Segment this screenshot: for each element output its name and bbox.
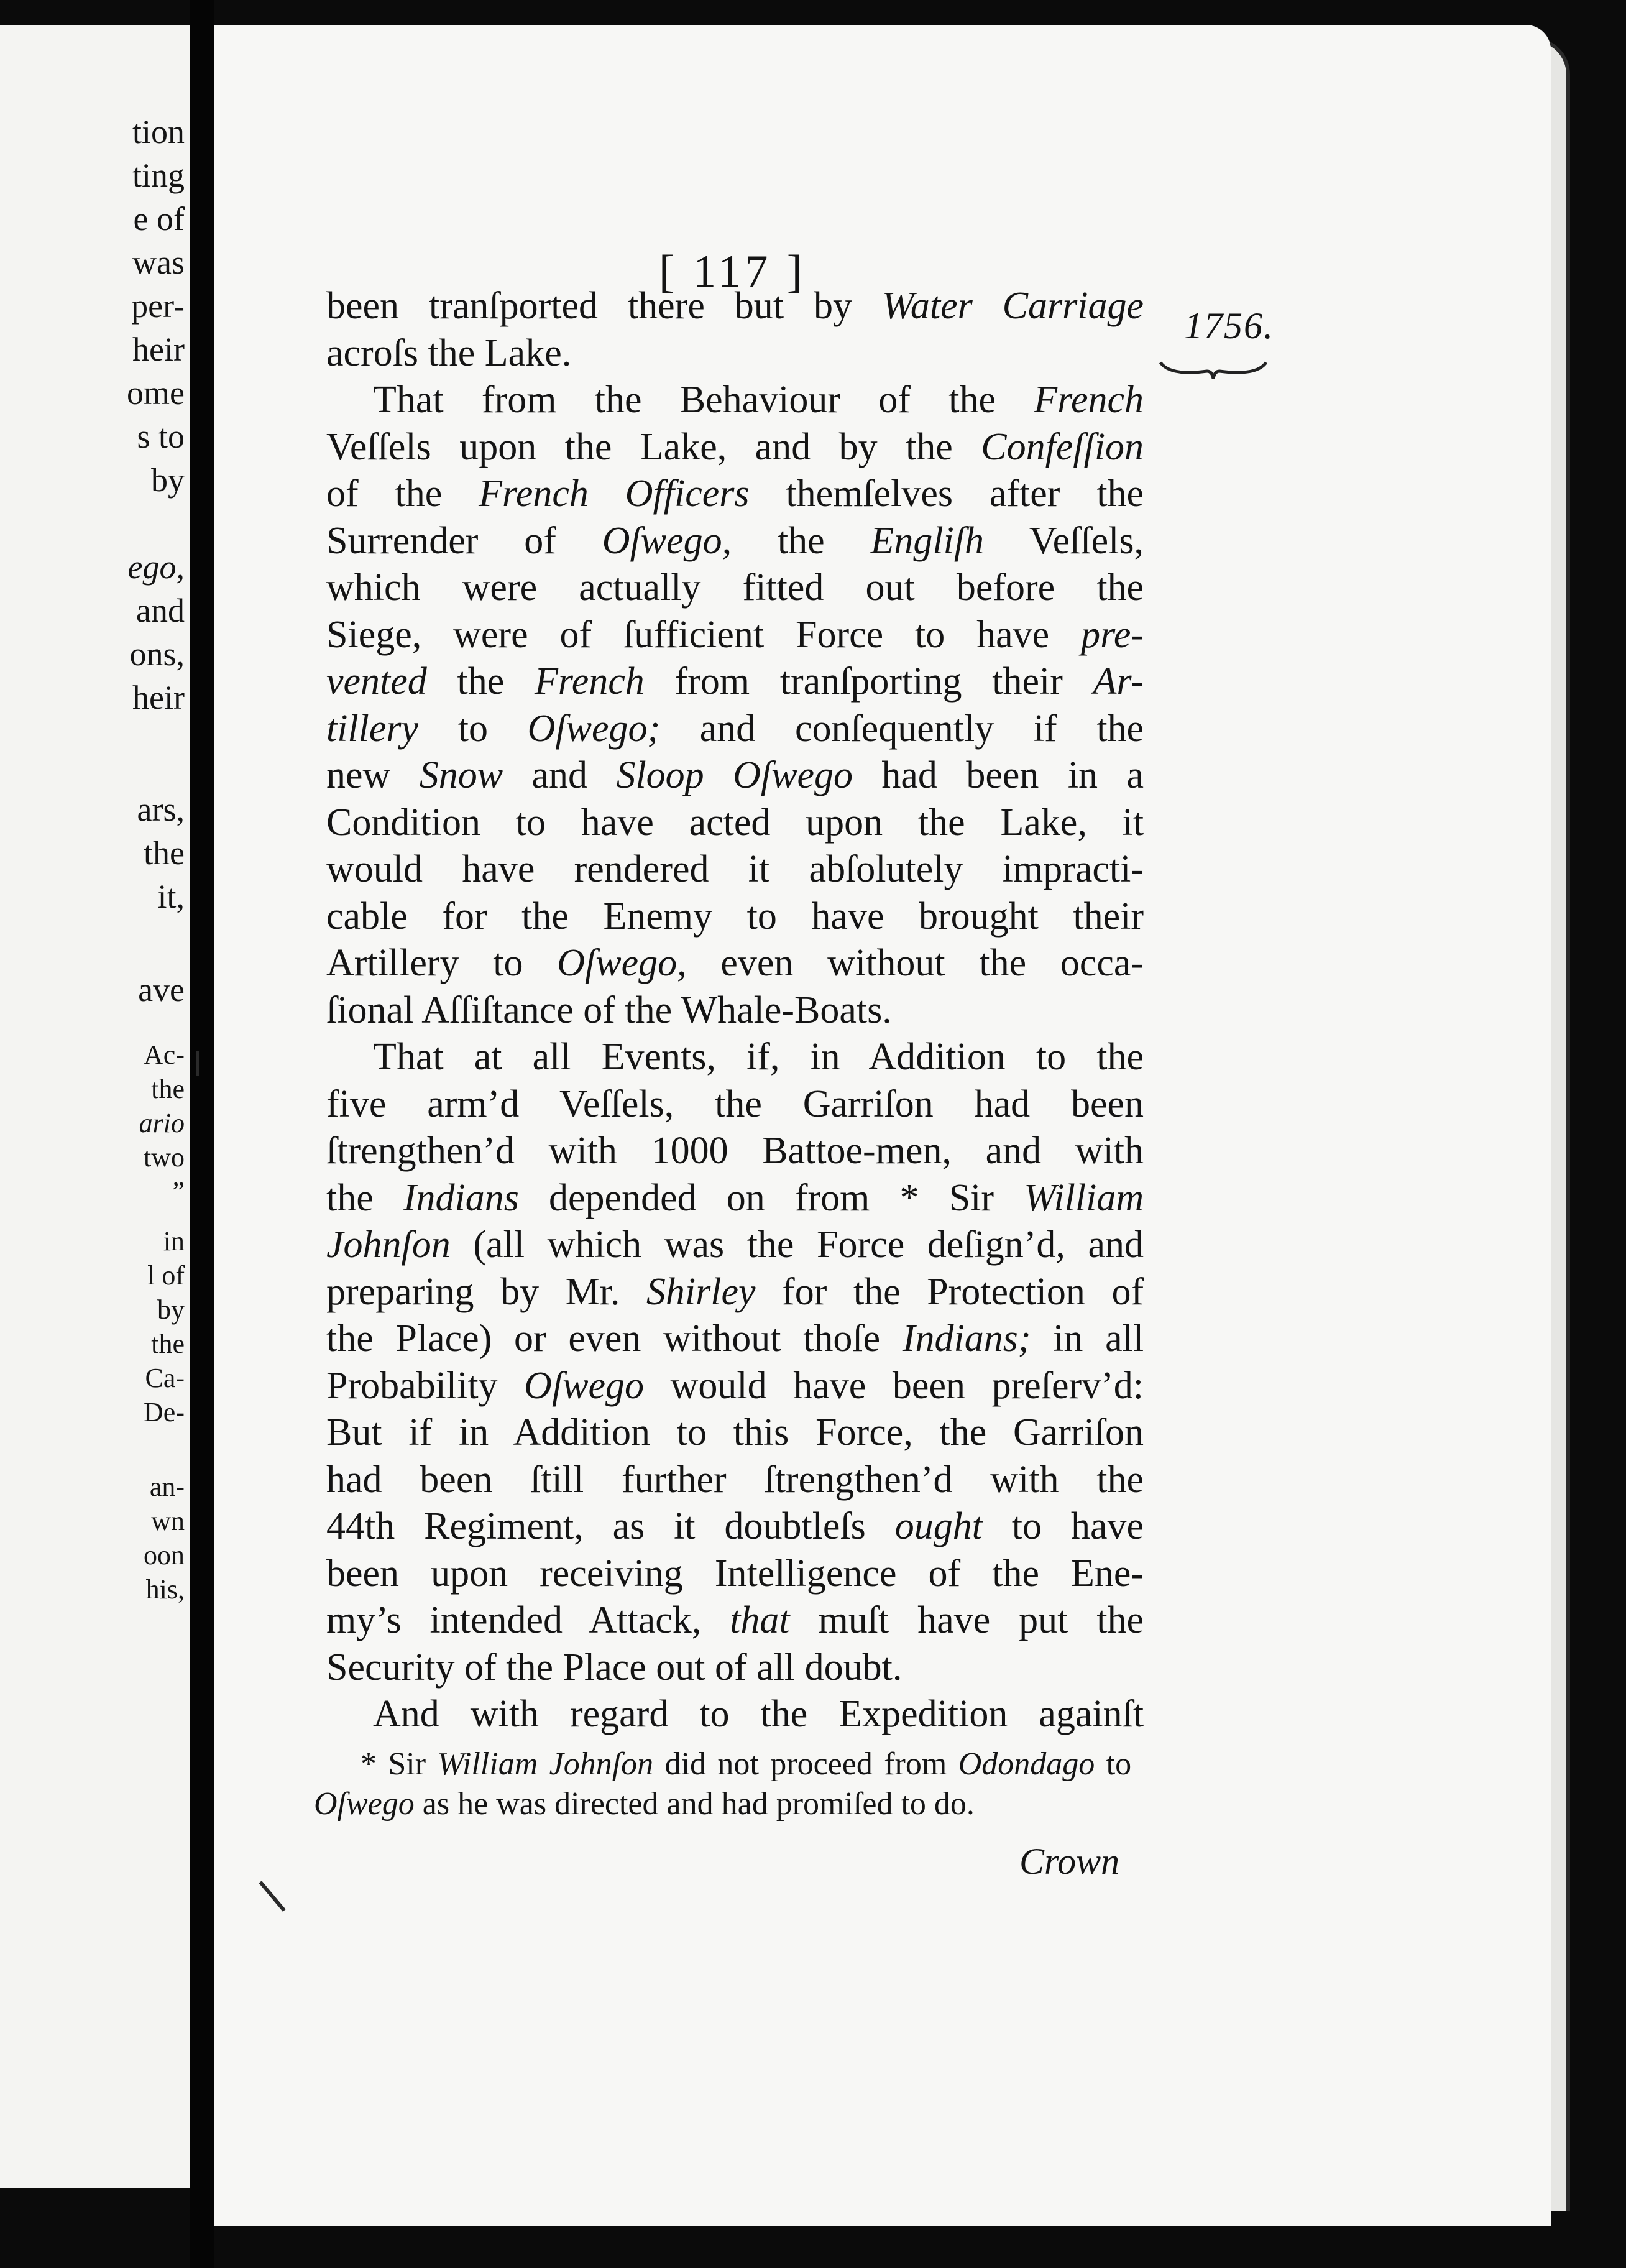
body-line: acroſs the Lake. [326,331,572,374]
left-page-fragment: ons, [129,635,185,673]
body-line: Veſſels upon the Lake, and by the Confeſſion [326,425,1144,468]
body-line: Security of the Place out of all doubt. [326,1646,903,1689]
body-line: Surrender of Oſwego, the Engliſh Veſſels, [326,519,1144,562]
footnote [314,1745,1131,1824]
left-page-fragment: ome [127,374,185,412]
body-line: That from the Behaviour of the French [373,379,1144,421]
body-line: vented the French from tranſporting their Ar- [326,660,1144,703]
body-line: would have rendered it abſolutely impracti- [326,848,1144,890]
body-line: had been ſtill further ſtrengthen’d with the [326,1458,1144,1501]
body-line: Artillery to Oſwego, even without the occa- [326,942,1144,984]
page-number-header: [ 117 ] [659,246,806,297]
body-line: Probability Oſwego would have been preſerv’d: [326,1364,1144,1407]
body-line: ſional Aſſiſtance of the Whale-Boats. [326,989,892,1031]
left-page-fragment: in [163,1226,185,1256]
body-line: Johnſon (all which was the Force deſign’d, and [326,1224,1144,1266]
left-page-fragment: l of [147,1260,185,1291]
left-page-fragment: two [144,1142,185,1173]
stray-mark [196,1051,199,1076]
left-page-fragment: the [144,834,185,872]
left-page-fragment: and [136,592,185,629]
footnote-line: Oſwego as he was directed and had promiſed to do. [314,1786,975,1822]
body-line: been tranſported there but by Water Carriage [326,285,1144,327]
body-line: my’s intended Attack, that muſt have put the [326,1599,1144,1641]
left-page-fragment: heir [132,679,185,716]
body-line: the Place) or even without thoſe Indians; in all [326,1317,1144,1360]
left-page-fragment: Ac- [144,1040,185,1070]
left-page-fragment: an- [149,1472,185,1502]
previous-page-strip [0,25,190,2188]
left-page-fragment: his, [145,1574,185,1605]
left-page-fragment: wn [151,1506,185,1536]
body-line: 44th Regiment, as it doubtleſs ought to have [326,1505,1144,1547]
left-page-fragment: the [151,1074,185,1104]
catchword: Crown [1019,1841,1120,1882]
left-page-fragment: tion [132,113,185,150]
body-line: But if in Addition to this Force, the Garriſon [326,1411,1144,1454]
body-line: been upon receiving Intelligence of the Ene- [326,1552,1144,1595]
body-line: ſtrengthen’d with 1000 Battoe-men, and with [326,1130,1144,1172]
body-line: Condition to have acted upon the Lake, it [326,801,1144,844]
left-page-fragment: heir [132,331,185,368]
body-line: new Snow and Sloop Oſwego had been in a [326,754,1144,796]
left-page-fragment: by [157,1294,185,1325]
body-text [326,283,1144,1738]
book-gutter [190,0,214,2268]
body-line: preparing by Mr. Shirley for the Protection of [326,1270,1144,1313]
left-page-fragment: oon [144,1540,185,1570]
left-page-fragment: De- [144,1397,185,1427]
left-page-fragment: per- [131,287,185,325]
margin-brace [1157,357,1269,382]
body-line: of the French Officers themſelves after the [326,472,1144,515]
body-line: tillery to Oſwego; and conſequently if the [326,707,1144,750]
left-page-fragment: ars, [137,791,185,828]
body-line: which were actually fitted out before the [326,566,1144,609]
footnote-line: * Sir William Johnſon did not proceed from Odondago to [361,1746,1132,1782]
left-page-fragment: e of [133,200,185,237]
margin-year-note: 1756. [1184,305,1274,346]
left-page-fragment: ave [138,971,185,1008]
left-page-fragment: Ca- [145,1363,185,1393]
left-page-fragment: ario [139,1108,185,1138]
body-line: five arm’d Veſſels, the Garriſon had been [326,1082,1144,1125]
left-page-fragment: by [151,461,185,499]
left-page-fragment: s to [137,418,185,455]
left-page-fragment: was [132,244,185,281]
left-page-fragment: ting [132,157,185,194]
left-page-fragment: the [151,1329,185,1359]
left-page-fragment: it, [157,878,185,915]
left-page-fragment: ego, [127,548,185,586]
left-page-fragment: ” [172,1176,185,1207]
body-line: the Indians depended on from * Sir William [326,1176,1144,1219]
body-line: cable for the Enemy to have brought their [326,895,1144,938]
body-line: And with regard to the Expedition againſt [373,1693,1144,1735]
body-line: Siege, were of ſufficient Force to have pre- [326,613,1144,656]
body-line: That at all Events, if, in Addition to the [373,1036,1144,1078]
